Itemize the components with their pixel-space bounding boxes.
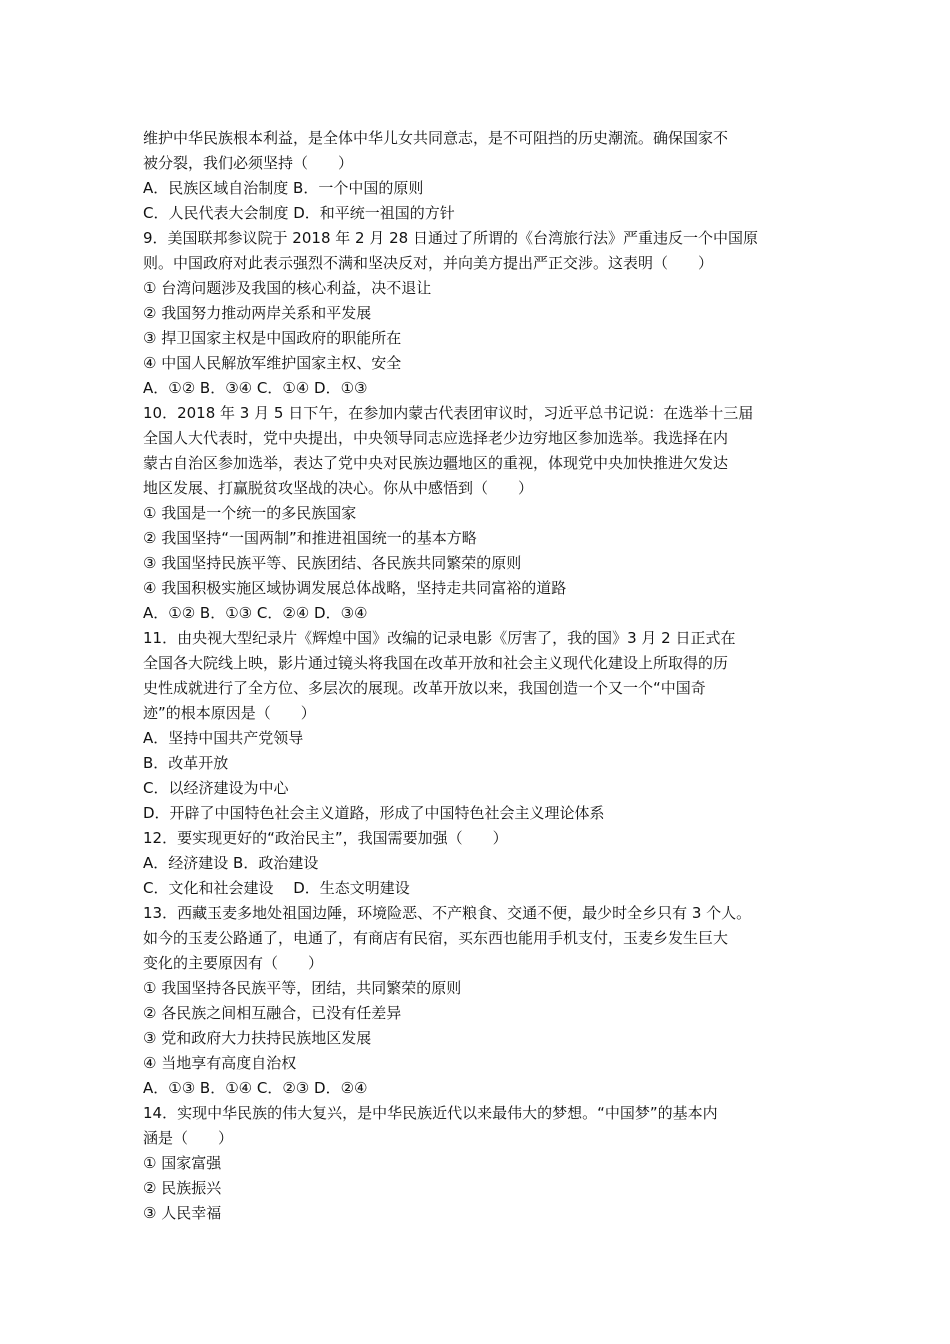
option-line: C．以经济建设为中心 (143, 779, 289, 797)
text-line: 史性成就进行了全方位、多层次的展现。改革开放以来，我国创造一个又一个“中国奇 (143, 679, 706, 697)
statement-line: ① 我国是一个统一的多民族国家 (143, 504, 357, 522)
text-line: 维护中华民族根本利益，是全体中华儿女共同意志，是不可阻挡的历史潮流。确保国家不 (143, 129, 729, 147)
text-line: 全国各大院线上映，影片通过镜头将我国在改革开放和社会主义现代化建设上所取得的历 (143, 654, 729, 672)
text-line: 变化的主要原因有（ ） (143, 954, 324, 972)
text-line: 则。中国政府对此表示强烈不满和坚决反对，并向美方提出严正交涉。这表明（ ） (143, 254, 714, 272)
page-content (143, 126, 823, 1226)
statement-line: ④ 中国人民解放军维护国家主权、安全 (143, 354, 402, 372)
statement-line: ③ 捍卫国家主权是中国政府的职能所在 (143, 329, 402, 347)
text-line: 全国人大代表时，党中央提出，中央领导同志应选择老少边穷地区参加选举。我选择在内 (143, 429, 729, 447)
statement-line: ② 我国坚持“一国两制”和推进祖国统一的基本方略 (143, 529, 477, 547)
option-line: C．人民代表大会制度 D．和平统一祖国的方针 (143, 204, 455, 222)
statement-line: ④ 当地享有高度自治权 (143, 1054, 297, 1072)
statement-line: ① 我国坚持各民族平等，团结，共同繁荣的原则 (143, 979, 462, 997)
text-line: 被分裂，我们必须坚持（ ） (143, 154, 354, 172)
option-line: B．改革开放 (143, 754, 229, 772)
question-12-line: 12．要实现更好的“政治民主”，我国需要加强（ ） (143, 829, 508, 847)
question-11-line: 11．由央视大型纪录片《辉煌中国》改编的记录电影《厉害了，我的国》3 月 2 日正式在 (143, 629, 736, 647)
question-9-line: 9．美国联邦参议院于 2018 年 2 月 28 日通过了所谓的《台湾旅行法》严重违反一个中国原 (143, 229, 758, 247)
option-line: A．①② B．③④ C．①④ D．①③ (143, 379, 368, 397)
statement-line: ③ 我国坚持民族平等、民族团结、各民族共同繁荣的原则 (143, 554, 522, 572)
option-line: C．文化和社会建设 D．生态文明建设 (143, 879, 410, 897)
text-line: 地区发展、打赢脱贫攻坚战的决心。你从中感悟到（ ） (143, 479, 534, 497)
option-line: A．①③ B．①④ C．②③ D．②④ (143, 1079, 368, 1097)
statement-line: ① 台湾问题涉及我国的核心利益，决不退让 (143, 279, 432, 297)
option-line: D．开辟了中国特色社会主义道路，形成了中国特色社会主义理论体系 (143, 804, 605, 822)
text-line: 涵是（ ） (143, 1129, 234, 1147)
question-10-line: 10．2018 年 3 月 5 日下午，在参加内蒙古代表团审议时，习近平总书记说：在选举十三届 (143, 404, 754, 422)
statement-line: ③ 党和政府大力扶持民族地区发展 (143, 1029, 372, 1047)
option-line: A．民族区域自治制度 B．一个中国的原则 (143, 179, 424, 197)
option-line: A．经济建设 B．政治建设 (143, 854, 319, 872)
statement-line: ① 国家富强 (143, 1154, 222, 1172)
statement-line: ② 各民族之间相互融合，已没有任差异 (143, 1004, 402, 1022)
text-line: 如今的玉麦公路通了，电通了，有商店有民宿，买东西也能用手机支付，玉麦乡发生巨大 (143, 929, 729, 947)
question-13-line: 13．西藏玉麦多地处祖国边陲，环境险恶、不产粮食、交通不便，最少时全乡只有 3 个人。 (143, 904, 752, 922)
statement-line: ② 民族振兴 (143, 1179, 222, 1197)
option-line: A．①② B．①③ C．②④ D．③④ (143, 604, 368, 622)
statement-line: ④ 我国积极实施区域协调发展总体战略，坚持走共同富裕的道路 (143, 579, 567, 597)
question-14-line: 14．实现中华民族的伟大复兴，是中华民族近代以来最伟大的梦想。“中国梦”的基本内 (143, 1104, 718, 1122)
statement-line: ③ 人民幸福 (143, 1204, 222, 1222)
text-line: 蒙古自治区参加选举，表达了党中央对民族边疆地区的重视，体现党中央加快推进欠发达 (143, 454, 729, 472)
option-line: A．坚持中国共产党领导 (143, 729, 304, 747)
statement-line: ② 我国努力推动两岸关系和平发展 (143, 304, 372, 322)
text-line: 迹”的根本原因是（ ） (143, 704, 316, 722)
